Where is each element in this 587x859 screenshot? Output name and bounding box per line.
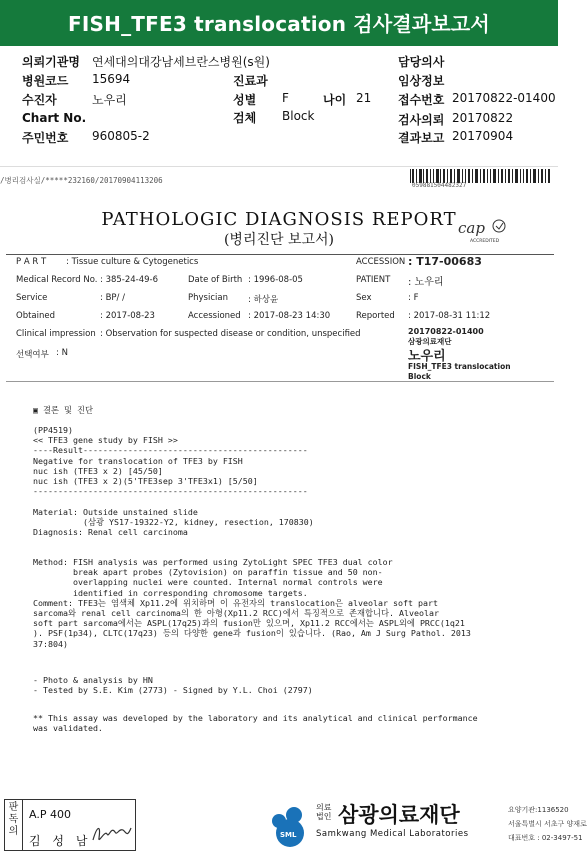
sml-logo-icon — [262, 801, 312, 851]
report-header — [0, 46, 558, 158]
patient-value: : 노우리 — [408, 277, 444, 288]
disclaimer-block: ** This assay was developed by the laboratory and its analytical and clinical performance was validated. — [33, 713, 478, 734]
barcode-icon — [410, 169, 550, 183]
org-english-name: Samkwang Medical Laboratories — [316, 829, 469, 839]
doctor-label: 담당의사 — [398, 55, 445, 69]
pathology-report-title: PATHOLOGIC DIAGNOSIS REPORT — [101, 209, 457, 230]
sticker-org: 삼광의료재단 — [408, 337, 452, 346]
org-name: 삼광의료재단 — [338, 803, 460, 827]
selection-label: 선택여부 — [16, 350, 49, 360]
accession-value: : T17-00683 — [408, 255, 482, 268]
divider — [6, 381, 554, 382]
report-date-label: 결과보고 — [398, 131, 445, 145]
accessioned-label: Accessioned — [188, 311, 241, 321]
sex-value-scan: : F — [408, 293, 419, 303]
sex-value: F — [282, 91, 289, 105]
service-value: : BP/ / — [100, 293, 125, 303]
pathology-report-subtitle: (병리진단 보고서) — [223, 232, 335, 248]
result-block: (PP4519) << TFE3 gene study by FISH >> ----Result--------------------------------------------- Negative for translocation of TFE3 by FISH nuc ish (TFE3 x 2) [45/50] nuc ish (TFE3 x 2)(5'TFE3sep 3'TFE3x1) [5/50] ------------------------------------------------------- — [33, 425, 308, 497]
cap-accredited-logo — [456, 217, 508, 245]
specimen-value: Block — [282, 109, 315, 123]
scan-path: /병리검사실/*****232160/20170904113206 — [0, 176, 163, 185]
sticker-receipt: 20170822-01400 — [408, 327, 484, 336]
sex-label-scan: Sex — [356, 293, 372, 303]
org-small-label: 의료 법인 — [316, 803, 332, 821]
accessioned-value: : 2017-08-23 14:30 — [248, 311, 331, 321]
age-label: 나이 — [323, 93, 347, 107]
stamp-ap-number: A.P 400 — [29, 808, 71, 821]
part-value: : Tissue culture & Cytogenetics — [66, 257, 199, 267]
receipt-no-label: 접수번호 — [398, 93, 445, 107]
dob-label: Date of Birth — [188, 275, 243, 285]
sticker-patient: 노우리 — [408, 349, 446, 364]
service-label: Service — [16, 293, 48, 303]
sticker-test: FISH_TFE3 translocation — [408, 362, 511, 371]
section-heading: ▣ 결론 및 진단 — [33, 405, 94, 415]
report-footer — [0, 793, 587, 859]
clinical-impression-value: : Observation for suspected disease or condition, unspecified — [100, 329, 361, 339]
physician-label: Physician — [188, 293, 228, 303]
dob-value: : 1996-08-05 — [248, 275, 303, 285]
obtained-label: Obtained — [16, 311, 56, 321]
receipt-no-value: 20170822-01400 — [452, 91, 556, 105]
obtained-value: : 2017-08-23 — [100, 311, 155, 321]
resident-no-label: 주민번호 — [22, 131, 69, 145]
sml-logo-text: SML — [280, 831, 297, 839]
clinical-label: 임상정보 — [398, 74, 445, 88]
cap-logo-subtext: ACCREDITED — [470, 239, 500, 244]
scanned-report — [0, 166, 558, 793]
hospital-code-label: 병원코드 — [22, 74, 69, 88]
part-label: P A R T — [16, 257, 47, 267]
hospital-code-value: 15694 — [92, 72, 131, 86]
stamp-pathologist-name: 김 성 남 — [29, 834, 92, 848]
cap-logo-text: cap — [458, 219, 485, 237]
stamp-vertical-label: 판독의 — [5, 800, 23, 850]
institution-value: 연세대의대강남세브란스병원(s원) — [92, 55, 270, 69]
selection-value: : N — [56, 348, 68, 358]
pathologist-stamp — [4, 799, 136, 851]
report-title: FISH_TFE3 translocation 검사결과보고서 — [0, 0, 558, 46]
department-label: 진료과 — [233, 74, 268, 88]
org-contact — [508, 803, 587, 845]
specimen-label: 검체 — [233, 111, 257, 125]
physician-value: : 하상윤 — [248, 295, 279, 305]
patient-label: PATIENT — [356, 275, 391, 285]
method-comment-block: Method: FISH analysis was performed using ZytoLight SPEC TFE3 dual color break apart probes (Zytovision) on paraffin tissue and 50 non- overlapping nuclei were counted. Internal normal controls were identified in corresponding chromosome targets. Comment: TFE3는 염색체 Xp11.2에 위치하며 이 유전자의 translocation은 alveolar soft part sarcoma와 renal cell carcinoma의 한 아형(Xp11.2 RCC)에서 특징적으로 존재합니다. Alveolar soft part sarcoma에서는 ASPL(17q25)과의 fusion만 있으며, Xp11.2 RCC에서는 ASPL외에 PRCC(1q21 ). PSF(1p34), CLTC(17q23) 등의 다양한 gene과 fusion이 있습니다. (Rao, Am J Surg Pathol. 2013 37:804) — [33, 557, 471, 649]
signature-icon — [89, 820, 133, 848]
examinee-value: 노우리 — [92, 93, 127, 107]
mrn-label: Medical Record No. — [16, 275, 98, 285]
chart-no-label: Chart No. — [22, 111, 87, 125]
age-value: 21 — [356, 91, 372, 105]
org-code: 요양기관:1136520 — [508, 806, 569, 814]
mrn-value: : 385-24-49-6 — [100, 275, 159, 285]
material-block: Material: Outside unstained slide (삼광 YS17-19322-Y2, kidney, resection, 170830) Diagnosis: Renal cell carcinoma — [33, 507, 314, 538]
org-phone: 대표번호 : 02-3497-51 — [508, 834, 583, 842]
request-date-value: 20170822 — [452, 111, 514, 125]
institution-label: 의뢰기관명 — [22, 55, 80, 69]
request-date-label: 검사의뢰 — [398, 113, 445, 127]
resident-no-value: 960805-2 — [92, 129, 150, 143]
report-date-value: 20170904 — [452, 129, 514, 143]
tested-by-block: - Photo & analysis by HN - Tested by S.E. Kim (2773) - Signed by Y.L. Choi (2797) — [33, 675, 313, 696]
sticker-specimen: Block — [408, 372, 431, 381]
org-address: 서울특별시 서초구 양재로 — [508, 820, 587, 828]
examinee-label: 수진자 — [22, 93, 57, 107]
reported-value: : 2017-08-31 11:12 — [408, 311, 491, 321]
clinical-impression-label: Clinical impression — [16, 329, 96, 339]
reported-label: Reported — [356, 311, 395, 321]
accession-label: ACCESSION — [356, 257, 406, 267]
barcode-number: 059881504482327 — [412, 182, 467, 189]
sex-label: 성별 — [233, 93, 257, 107]
